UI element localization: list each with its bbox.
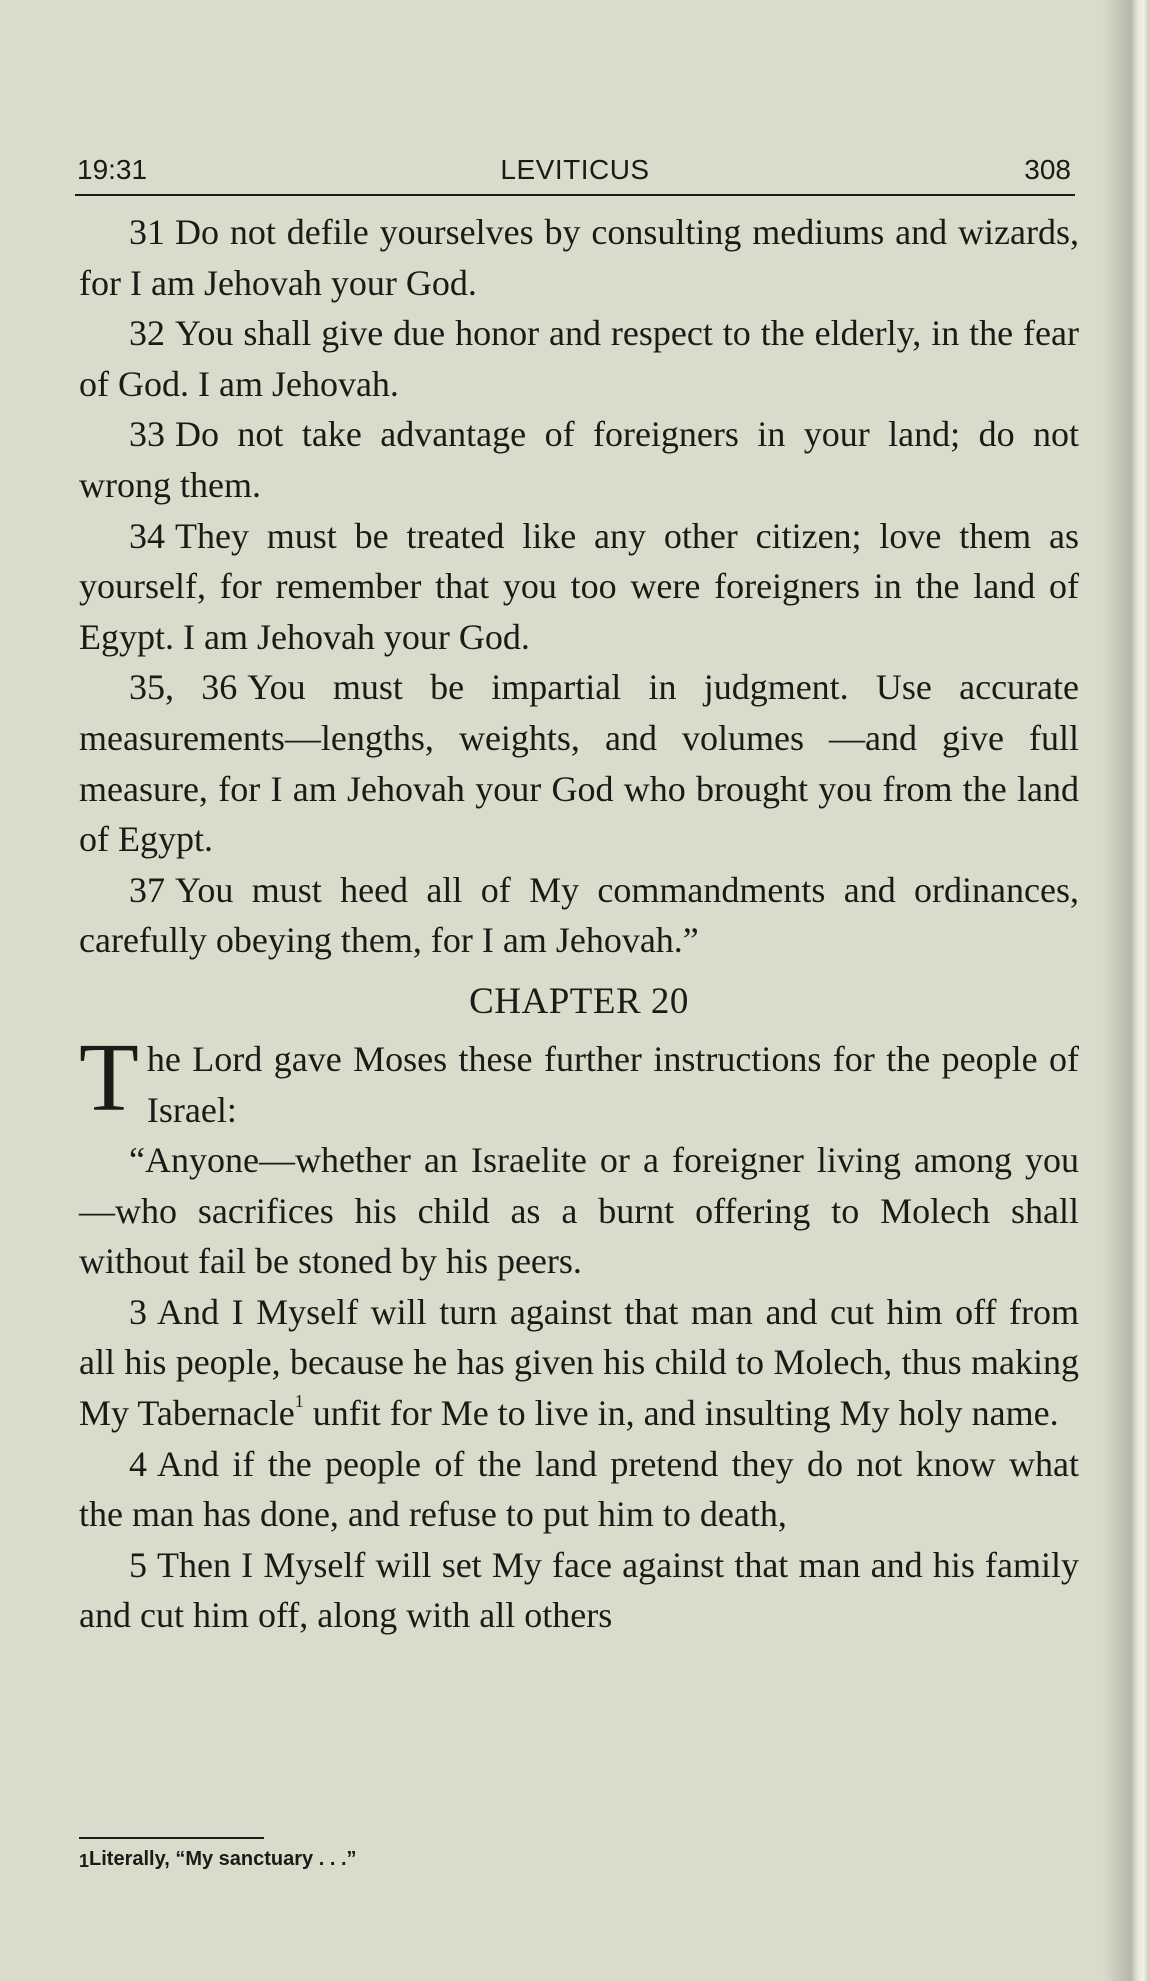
verse-number: 35, 36 xyxy=(129,667,238,708)
chapter-heading: CHAPTER 20 xyxy=(469,980,689,1022)
verse xyxy=(79,1439,1079,1540)
verse-number: 3 xyxy=(129,1291,147,1332)
page-edge xyxy=(1131,0,1149,1981)
header-verse-reference: 19:31 xyxy=(77,154,148,185)
drop-cap: T xyxy=(79,1023,139,1132)
verse-number: 4 xyxy=(129,1443,147,1484)
verse-number: 5 xyxy=(129,1544,147,1585)
verse xyxy=(79,409,1079,510)
verse xyxy=(79,207,1079,308)
verse xyxy=(79,511,1079,663)
verse xyxy=(79,865,1079,966)
footnote xyxy=(79,1848,357,1871)
verse-text: Do not take advantage of foreigners in your land; do not wrong them. xyxy=(79,414,1079,505)
footnote-text: Literally, “My sanctuary . . .” xyxy=(89,1848,357,1870)
verse-number: 37 xyxy=(129,869,165,910)
verse-number: 31 xyxy=(129,212,165,252)
verse xyxy=(79,662,1079,864)
verse-text: You shall give due honor and respect to the elderly, in the fear of God. I am Jehovah. xyxy=(79,313,1079,404)
verse xyxy=(79,1135,1079,1287)
verse xyxy=(79,1540,1079,1641)
header-page-number: 308 xyxy=(1024,154,1071,185)
verse-text: You must be impartial in judgment. Use accurate measurements—lengths, weights, and volumes —and give full measure, for I am Jehovah your God who brought you from the land of Egypt. xyxy=(79,667,1080,860)
verse-number: 34 xyxy=(129,515,165,556)
verse-text: Then I Myself will set My face against that man and his family and cut him off, along with all others xyxy=(79,1544,1079,1636)
verse-text: And if the people of the land pretend they do not know what the man has done, and refuse to put him to death, xyxy=(79,1443,1079,1535)
footnote-marker[interactable]: 1 xyxy=(294,1391,304,1412)
verse-text: “Anyone—whether an Israelite or a foreigner living among you—who sacrifices his child as a burnt offering to Molech shall without fail be stoned by his peers. xyxy=(79,1140,1079,1282)
verse-text: And I Myself will turn against that man and cut him off from all his people, because he has given his child to Molech, thus making My Tabernacle xyxy=(79,1291,1079,1434)
scripture-text xyxy=(79,207,1079,1641)
verse-number: 32 xyxy=(129,313,165,354)
opening-text: he Lord gave Moses these further instructions for the people of Israel: xyxy=(146,1038,1079,1130)
running-header xyxy=(75,148,1075,196)
footnote-divider xyxy=(79,1837,264,1839)
verse-text: Do not defile yourselves by consulting mediums and wizards, for I am Jehovah your God. xyxy=(79,212,1079,303)
verse-text: They must be treated like any other citizen; love them as yourself, for remember that you too were foreigners in the land of Egypt. I am Jehovah your God. xyxy=(79,515,1079,657)
verse xyxy=(79,308,1079,409)
chapter-opening xyxy=(79,1023,1079,1135)
verse-number: 33 xyxy=(129,414,165,455)
verse-text: You must heed all of My commandments and ordinances, carefully obeying them, for I am Jehovah.” xyxy=(79,869,1079,961)
verse-text: unfit for Me to live in, and insulting My holy name. xyxy=(303,1393,1059,1434)
header-book-title: LEVITICUS xyxy=(500,154,650,185)
footnote-number: 1 xyxy=(79,1851,90,1871)
verse xyxy=(79,1287,1079,1439)
